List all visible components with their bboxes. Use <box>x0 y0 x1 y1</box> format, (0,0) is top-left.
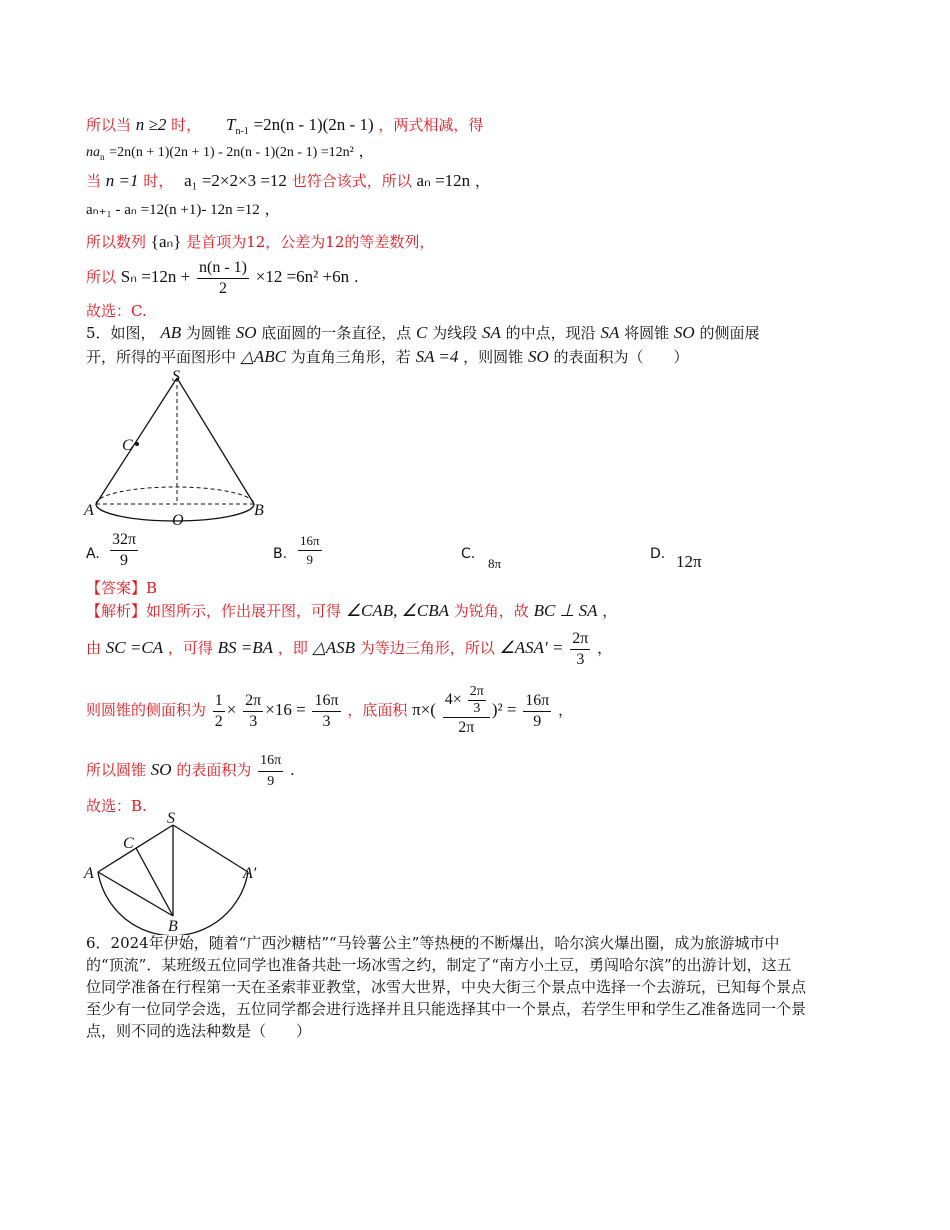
text: ， <box>264 200 280 218</box>
text: 则圆锥的侧面积为 <box>86 701 207 719</box>
math: n ≥2 <box>135 115 167 134</box>
q5-exp-line-3 <box>86 678 573 742</box>
math: )² = <box>491 700 517 719</box>
fraction <box>523 691 551 732</box>
numerator: 16π <box>312 691 340 712</box>
numerator: 1 <box>213 691 225 712</box>
fraction <box>570 629 590 670</box>
text: . <box>353 268 359 286</box>
coef: 4× <box>444 691 462 709</box>
text: 所以数列 <box>86 233 147 251</box>
option-b-value[interactable] <box>298 532 322 569</box>
label-B: B <box>168 918 178 935</box>
text: 由 <box>86 639 102 657</box>
math: SA <box>600 323 620 342</box>
denominator: 9 <box>120 552 129 569</box>
text: 为线段 <box>432 324 478 342</box>
math: n =1 <box>105 171 139 190</box>
math: ×16 = <box>265 700 306 719</box>
label-B: B <box>254 502 264 519</box>
numerator: 16π <box>298 532 322 551</box>
numerator: n(n - 1) <box>197 258 249 279</box>
q5-exp-line-4 <box>86 748 295 792</box>
q4-line-4 <box>86 198 280 221</box>
denominator: 3 <box>473 701 481 716</box>
text: 将圆锥 <box>624 324 670 342</box>
math: △ASB <box>312 638 355 657</box>
math: SA =4 <box>415 347 459 366</box>
denominator: 3 <box>249 712 258 730</box>
edge-SA-prime <box>173 825 248 872</box>
fraction <box>213 691 225 732</box>
q4-line-1 <box>86 114 483 143</box>
math: =2n(n + 1)(2n + 1) - 2n(n - 1)(2n - 1) =12n² <box>109 145 354 160</box>
math: ∠ASA′ = <box>499 638 564 657</box>
denominator: 9 <box>267 773 275 789</box>
q5-answer: 故选：B. <box>86 797 147 815</box>
math: ∠CAB, ∠CBA <box>345 601 450 620</box>
fraction <box>312 691 340 732</box>
option-a-label[interactable]: A. <box>86 546 100 562</box>
unfolded-figure <box>80 810 280 935</box>
q4-line-5 <box>86 231 434 253</box>
q5-stem-line-1 <box>86 322 759 344</box>
option-b-label[interactable]: B. <box>273 546 288 562</box>
math: aₙ =12n <box>416 171 471 190</box>
option-d-label[interactable]: D. <box>650 546 666 562</box>
text: ， <box>558 701 574 719</box>
label-A: A <box>84 865 94 882</box>
text: 的侧面展 <box>699 324 760 342</box>
label-A-prime: A′ <box>243 865 257 882</box>
q6-stem: 6．2024年伊始，随着“广西沙糖桔”“马铃薯公主”等热梗的不断爆出，哈尔滨火爆出圈，成为旅游城市中的“顶流”．某班级五位同学也准备共赴一场冰雪之约，制定了“南方小土豆，勇闯哈尔滨”的出游计划，这五位同学准备在行程第一天在圣索菲亚教堂，冰雪大世界，中央大街三个景点中选择一个去游玩，已知每个景点至少有一位同学会选，五位同学都会进行选择并且只能选择其中一个景点，若学生甲和学生乙准备选同一个景点，则不同的选法种数是（ ） <box>86 934 807 1040</box>
q4-line-3 <box>86 170 490 192</box>
text: 所以圆锥 <box>86 761 147 779</box>
math: ×12 =6n² +6n <box>255 267 350 286</box>
edge-SA <box>98 825 173 872</box>
point-C <box>135 442 139 446</box>
numerator: 32π <box>110 530 138 551</box>
math: {aₙ} <box>150 232 182 251</box>
text: 的中点，现沿 <box>505 324 596 342</box>
math: SO <box>527 347 549 366</box>
denominator: 9 <box>533 712 542 730</box>
label-O: O <box>172 512 184 529</box>
text: 5．如图， <box>86 324 156 342</box>
option-a-value[interactable] <box>110 530 138 571</box>
text: 的表面积为 <box>176 761 252 779</box>
denominator: 9 <box>306 552 314 567</box>
edge-SB <box>177 378 254 504</box>
math-sub: n-1 <box>235 126 249 137</box>
option-d-value[interactable]: 12π <box>676 552 702 571</box>
math: C <box>416 323 428 342</box>
math: BC ⊥ SA <box>533 601 598 620</box>
math: × <box>226 700 237 719</box>
denominator: 2π <box>458 719 475 736</box>
math: △ABC <box>240 347 286 366</box>
math: BS =BA <box>217 638 274 657</box>
math: AB <box>160 323 182 342</box>
text: ， <box>358 142 374 160</box>
denominator: 3 <box>322 712 331 730</box>
math: SA <box>481 323 501 342</box>
base-back-arc <box>96 487 254 504</box>
label-C: C <box>122 437 133 454</box>
q5-exp-line-2 <box>86 626 612 670</box>
fraction <box>243 691 263 732</box>
math: na <box>86 145 100 160</box>
text: ，两式相减，得 <box>378 116 484 134</box>
label-C: C <box>123 835 134 852</box>
denominator: 2 <box>218 279 227 297</box>
text: ， <box>597 639 613 657</box>
text: 底面圆的一条直径，点 <box>261 324 412 342</box>
text: 也符合该式，所以 <box>291 172 412 190</box>
text: ， <box>474 172 490 190</box>
text: ，可得 <box>167 639 213 657</box>
explanation-tag: 【解析】 <box>86 602 147 620</box>
math: =2n(n - 1)(2n - 1) <box>253 115 374 134</box>
cone-figure <box>80 365 280 530</box>
math: a₁ =2×2×3 =12 <box>184 171 287 190</box>
text: ，即 <box>277 639 308 657</box>
label-A: A <box>84 502 94 519</box>
math: SC =CA <box>105 638 164 657</box>
label-S: S <box>172 368 180 385</box>
text: 如图所示，作出展开图，可得 <box>146 602 342 620</box>
label-S: S <box>167 810 175 827</box>
inner-fraction <box>468 684 486 717</box>
math: SO <box>673 323 695 342</box>
math: π×( <box>412 700 436 719</box>
math: SO <box>150 760 172 779</box>
text: 是首项为12，公差为12的等差数列， <box>186 233 435 251</box>
text: 当 <box>86 172 102 190</box>
text: ， <box>602 602 618 620</box>
numerator: 2π <box>243 691 263 712</box>
q4-line-6 <box>86 256 359 299</box>
numerator: 2π <box>469 684 484 699</box>
q5-answer-tag: 【答案】B <box>86 579 158 597</box>
q4-answer: 故选：C. <box>86 302 147 320</box>
numerator: 16π <box>258 751 283 772</box>
math-sub: n <box>100 152 105 162</box>
edge-SA <box>96 378 177 504</box>
fraction <box>197 258 249 299</box>
text: 为等边三角形，所以 <box>359 639 495 657</box>
math: aₙ₊₁ - aₙ =12(n +1)- 12n =12 <box>86 202 260 218</box>
text: ，则圆锥 <box>463 348 524 366</box>
text: 为圆锥 <box>185 324 231 342</box>
q5-exp-line-1 <box>86 600 617 622</box>
text: 时， <box>171 116 202 134</box>
text: 为直角三角形，若 <box>290 348 411 366</box>
text: 为锐角，故 <box>453 602 529 620</box>
text: 所以 <box>86 268 117 286</box>
math: T <box>225 115 236 134</box>
option-c-label[interactable]: C. <box>461 546 476 562</box>
denominator: 3 <box>576 650 585 668</box>
text: 时， <box>143 172 174 190</box>
fraction <box>443 684 490 738</box>
option-c-value[interactable]: 8π <box>488 556 502 571</box>
text: 开，所得的平面图形中 <box>86 348 237 366</box>
text: 所以当 <box>86 116 132 134</box>
text: . <box>290 761 295 779</box>
q4-line-2 <box>86 140 374 168</box>
math: SO <box>235 323 257 342</box>
numerator: 16π <box>523 691 551 712</box>
text: ，底面积 <box>347 701 408 719</box>
numerator <box>443 684 490 718</box>
math: Sₙ =12n + <box>120 267 191 286</box>
text: 的表面积为（ ） <box>553 348 689 366</box>
denominator: 2 <box>214 712 223 730</box>
numerator: 2π <box>570 629 590 650</box>
fraction <box>258 751 283 792</box>
